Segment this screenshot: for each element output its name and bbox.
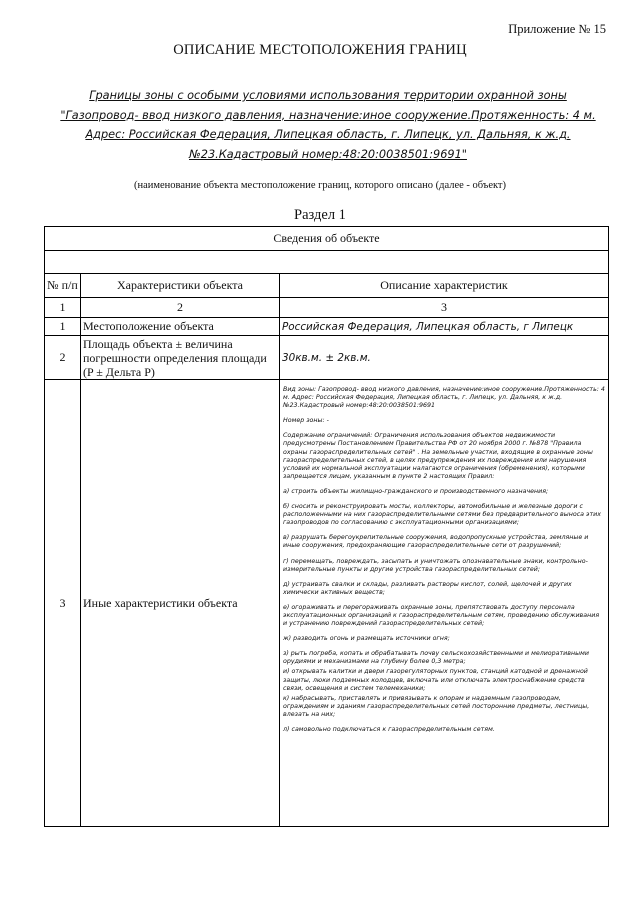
object-name: Границы зоны с особыми условиями использования территории охранной зоны "Газопровод- ввод низкого давления, назначение:иное сооружение.Протяженность: 4 м. Адрес: Российская Федерация, Липецкая область, г. Липецк, ул. Дальняя, к ж.д. №23.Кадастровый номер:48:20:0038501:9691" (60, 89, 596, 161)
table-row (45, 336, 609, 380)
details-paragraph: з) рыть погреба, копать и обрабатывать почву сельскохозяйственными и мелиоративными орудиями и механизмами на глубину более 0,3 метра; (283, 650, 589, 666)
object-caption: (наименование объекта местоположение границ, которого описано (далее - объект) (133, 180, 507, 191)
row-description-details (280, 380, 609, 827)
row-characteristic: Иные характеристики объекта (81, 380, 280, 827)
index-cell: 1 (45, 298, 81, 318)
row-number: 3 (45, 380, 81, 827)
details-paragraph: л) самовольно подключаться к газораспределительным сетям. (283, 726, 495, 733)
col-header-number: № п/п (45, 274, 81, 298)
object-info-table (44, 226, 609, 827)
details-paragraph: г) перемещать, повреждать, засыпать и уничтожать опознавательные знаки, контрольно-измерительные пункты и другие устройства газораспределительных сетей; (283, 557, 588, 573)
table-row (45, 318, 609, 336)
col-header-characteristic: Характеристики объекта (81, 274, 280, 298)
row-number: 1 (45, 318, 81, 336)
details-paragraph: к) набрасывать, приставлять и привязывать к опорам и надземным газопроводам, ограждениям и зданиям газораспределительных сетей посторонние предметы, лестницы, влезать на них; (283, 694, 590, 718)
table-heading: Сведения об объекте (45, 227, 609, 251)
details-paragraph: ж) разводить огонь и размещать источники огня; (283, 635, 450, 643)
details-paragraph: б) сносить и реконструировать мосты, коллекторы, автомобильные и железные дороги с расположенными на них газораспределительными сетями без предварительного выноса этих газопроводов по согласованию с эксплуатационными организациями; (283, 503, 601, 527)
index-cell: 3 (280, 298, 609, 318)
row-characteristic: Местоположение объекта (81, 318, 280, 336)
details-paragraph: в) разрушать берегоукрепительные сооружения, водопропускные устройства, земляные и иные сооружения, предохраняющие газораспределительные сети от разрушений; (283, 534, 589, 550)
document-title: ОПИСАНИЕ МЕСТОПОЛОЖЕНИЯ ГРАНИЦ (173, 42, 467, 58)
details-paragraph: Содержание ограничений: Ограничения использования объектов недвижимости предусмотрены Постановлением Правительства РФ от 20 ноября 2000 г. №878 "Правила охраны газораспределительных сетей" . На земельные участки, входящие в охранные зоны газораспределительных сетей, в целях предупреждения их повреждения или нарушения условий их нормальной эксплуатации налагаются ограничения (обременения), которыми запрещается лицам, указанным в пункте 2 настоящих Правил: (283, 432, 593, 480)
row-characteristic: Площадь объекта ± величина погрешности определения площади (P ± Дельта P) (81, 336, 280, 380)
row-description: Российская Федерация, Липецкая область, г Липецк (280, 318, 609, 336)
details-paragraph: е) огораживать и перегораживать охранные зоны, препятствовать доступу персонала эксплуатационных организаций к газораспределительным сетям, проведению обслуживания и устранению повреждений газораспределительных сетей; (283, 603, 600, 628)
table-heading-row (45, 227, 609, 251)
table-spacer (45, 251, 609, 274)
table-index-row (45, 298, 609, 318)
table-row (45, 380, 609, 827)
index-cell: 2 (81, 298, 280, 318)
row-number: 2 (45, 336, 81, 380)
details-paragraph: Вид зоны: Газопровод- ввод низкого давления, назначение:иное сооружение.Протяженность: 4 м. Адрес: Российская Федерация, Липецкая область, г. Липецк, ул. Дальняя, к ж.д. №23.Кадастровый номер:48:20:0038501:9691 (283, 386, 605, 410)
row-description: 30кв.м. ± 2кв.м. (280, 336, 609, 380)
appendix-number: Приложение № 15 (508, 22, 606, 36)
col-header-description: Описание характеристик (280, 274, 609, 298)
table-header-row (45, 274, 609, 298)
details-paragraph: а) строить объекты жилищно-гражданского и производственного назначения; (283, 487, 549, 495)
section-title: Раздел 1 (294, 207, 346, 223)
details-paragraph: Номер зоны: - (283, 417, 329, 425)
details-paragraph: и) открывать калитки и двери газорегуляторных пунктов, станций катодной и дренажной защиты, люки подземных колодцев, включать или отключать электроснабжение средств связи, освещения и систем телемеханики; (283, 668, 588, 692)
table-spacer-row (45, 251, 609, 274)
details-paragraph: д) устраивать свалки и склады, разливать растворы кислот, солей, щелочей и других химически активных веществ; (283, 580, 572, 596)
